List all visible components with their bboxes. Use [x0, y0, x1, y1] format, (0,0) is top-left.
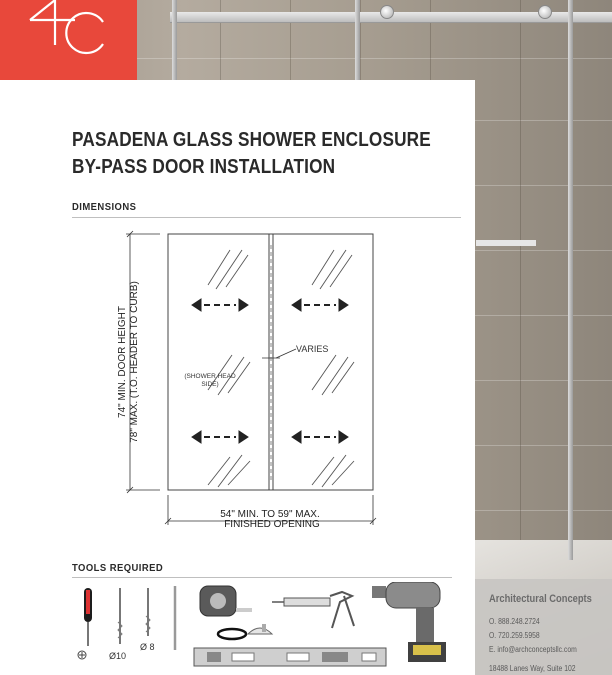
divider [72, 217, 461, 218]
tools-illustration [72, 582, 462, 672]
door-roller [380, 5, 394, 19]
drill-bit-icon [118, 588, 122, 644]
phone-2: O. 720.259.5958 [489, 631, 540, 640]
shower-head-label-1: (SHOWER HEAD [184, 373, 236, 380]
title-line-1: PASADENA GLASS SHOWER ENCLOSURE [72, 129, 431, 151]
tools-heading: TOOLS REQUIRED [72, 562, 164, 574]
glass-post-right [568, 0, 573, 560]
drill-bit-size-2: Ø 8 [140, 642, 155, 652]
logo-mark-icon [0, 0, 137, 80]
height-label-1: 74" MIN. DOOR HEIGHT [117, 306, 128, 418]
enclosure-outline [168, 234, 373, 490]
door-roller [538, 5, 552, 19]
phone-1: O. 888.248.2724 [489, 617, 540, 626]
caulk-gun-icon [272, 592, 354, 628]
address: 18488 Lanes Way, Suite 102 [489, 664, 576, 673]
screwdriver-icon [78, 588, 92, 659]
divider [72, 577, 452, 578]
shower-shelf [476, 240, 536, 246]
company-name: Architectural Concepts [489, 593, 592, 605]
dimensions-diagram [100, 225, 390, 535]
chalk-line-icon [218, 624, 272, 639]
level-icon [194, 648, 386, 666]
varies-label: VARIES [296, 344, 329, 354]
shower-head-label-2: SIDE) [201, 381, 219, 388]
height-label-2: 78" MAX. (T.O. HEADER TO CURB) [129, 281, 140, 443]
title-line-2: BY-PASS DOOR INSTALLATION [72, 156, 336, 178]
drill-bit-icon [146, 588, 150, 636]
width-label-2: FINISHED OPENING [224, 519, 320, 530]
glass-hatch-marks [208, 250, 354, 487]
page-title [72, 127, 431, 181]
email-link[interactable]: E. info@archconceptsllc.com [489, 645, 577, 654]
tape-measure-icon [200, 586, 252, 616]
brand-logo [0, 0, 137, 80]
dimensions-heading: DIMENSIONS [72, 201, 137, 213]
width-label-1: 54" MIN. TO 59" MAX. [220, 509, 320, 520]
drill-bit-size-1: Ø10 [109, 651, 127, 661]
